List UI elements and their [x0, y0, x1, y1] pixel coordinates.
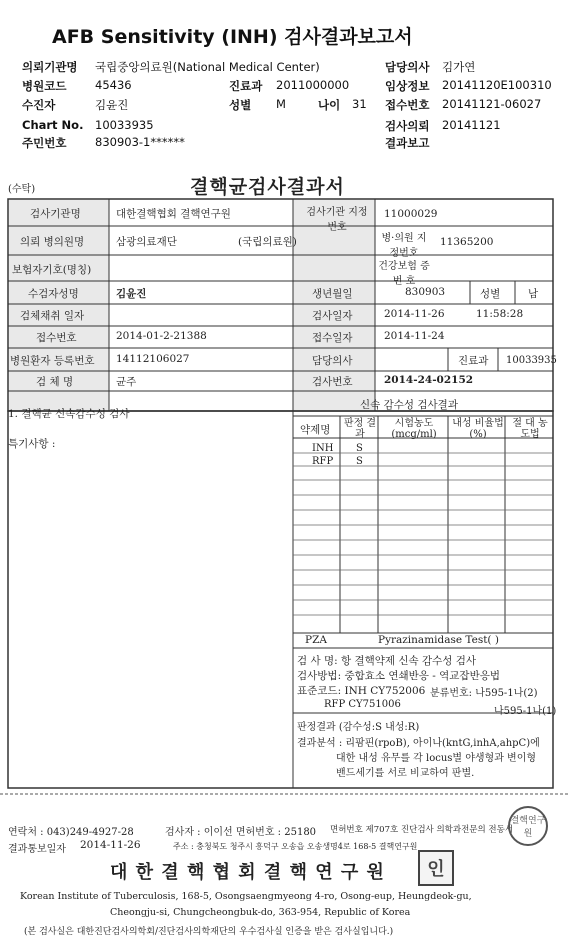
table-row-drug: RFP — [312, 456, 334, 467]
specimen-value: 균주 — [116, 376, 137, 388]
examinee-value: 김윤진 — [95, 98, 129, 112]
judge-col-header: 판정 결과 — [343, 418, 377, 440]
contact-info: 연락처 : 043)249-4927-28 — [8, 827, 134, 838]
class-code-2: 나595-1나(1) — [494, 706, 557, 717]
std-code: 표준코드: INH CY752006 — [297, 685, 426, 697]
clinical-info-value: 20141120E100310 — [442, 78, 552, 92]
hospital-code-value: 11365200 — [440, 236, 494, 248]
patient-name-value: 김윤진 — [116, 288, 147, 300]
method-name: 검 사 명: 항 결핵약제 신속 감수성 검사 — [297, 655, 477, 667]
official-stamp: 인 — [418, 850, 454, 886]
test-no-label: 검사번호 — [312, 376, 353, 388]
rrn-value: 830903-1****** — [95, 135, 185, 149]
organization-name: 대 한 결 핵 협 회 결 핵 연 구 원 — [110, 862, 385, 883]
receipt-date-value: 2014-11-24 — [384, 330, 445, 342]
sex-form-value: 남 — [528, 288, 539, 300]
hospital-reg-value: 14112106027 — [116, 353, 190, 365]
doctor-value: 김가연 — [442, 60, 476, 74]
resist-col-header: 내성 비율법(%) — [452, 418, 504, 440]
receipt-no-value: 20141121-06027 — [442, 97, 542, 111]
hospital-code-label: 병원코드 — [22, 79, 67, 93]
physician-label: 담당의사 — [312, 355, 353, 367]
inst-name-label: 검사기관명 — [30, 208, 81, 220]
test-item: 1. 결핵균 신속감수성 검사 — [8, 408, 130, 420]
patient-name-label: 수검자성명 — [28, 288, 79, 300]
rfp-code: RFP CY751006 — [324, 699, 401, 710]
english-address-1: Korean Institute of Tuberculosis, 168-5, Osongsaengmyeong 4-ro, Osong-eup, Heungdeok-gu, — [20, 891, 472, 902]
examinee-label: 수진자 — [22, 98, 56, 112]
birth-date-value: 830903 — [405, 286, 446, 298]
conc-col-header: 시험농도 (mcg/ml) — [391, 418, 437, 440]
hospital-code-value: 45436 — [95, 78, 132, 92]
institution-value: 국립중앙의료원(National Medical Center) — [95, 60, 320, 74]
form-tag: (수탁) — [8, 184, 36, 195]
sex-form-label: 성별 — [480, 288, 501, 300]
test-no-value: 2014-24-02152 — [384, 374, 474, 386]
table-row-drug: INH — [312, 443, 334, 454]
chart-no-label: Chart No. — [22, 118, 84, 132]
rapid-result-title: 신속 감수성 검사결과 — [360, 399, 458, 411]
table-row-judge: S — [356, 456, 363, 467]
dept-value: 10033935 — [506, 355, 557, 366]
examiner-info: 검사자 : 이이선 면허번호 : 25180 — [165, 827, 317, 838]
dept-label: 진료과 — [458, 355, 489, 367]
hospital-name-label: 의뢰 병의원명 — [20, 236, 85, 248]
inst-code-value: 11000029 — [384, 208, 438, 220]
absolute-col-header: 절 대 농도법 — [512, 418, 548, 440]
receipt-no-label: 접수번호 — [385, 98, 430, 112]
drug-col-header: 약제명 — [300, 424, 331, 436]
institute-seal: 결핵연구원 — [508, 806, 548, 846]
age-label: 나이 — [318, 98, 341, 112]
address-info: 주소 : 충청북도 청주시 흥덕구 오송읍 오송생명4로 168-5 결핵연구원 — [173, 842, 418, 851]
hospital-name-value: 삼광의료재단 — [116, 236, 177, 248]
analysis-line-1: 결과분석 : 리팜핀(rpoB), 아이나(kntG,inhA,ahpC)에 — [297, 738, 540, 749]
receipt-date-label: 접수일자 — [312, 332, 353, 344]
report-date-label: 결과통보일자 — [8, 844, 66, 855]
doctor-label: 담당의사 — [385, 60, 430, 74]
test-time-value: 11:58:28 — [476, 308, 524, 320]
sex-value: M — [276, 97, 286, 111]
collection-date-label: 검체채취 일자 — [20, 310, 85, 322]
certification-note: (본 검사실은 대한진단검사의학회/진단검사의학재단의 우수검사실 인증을 받은 검사실입니다.) — [24, 927, 394, 937]
class-code-1: 분류번호: 나595-1나(2) — [430, 688, 538, 699]
insurance-no-label: 건강보험 증 번 호 — [378, 261, 430, 287]
accession-value: 2014-01-2-21388 — [116, 330, 207, 342]
request-date-value: 20141121 — [442, 118, 501, 132]
insurer-label: 보험자기호(명칭) — [12, 264, 92, 276]
accession-label: 접수번호 — [36, 332, 77, 344]
request-date-label: 검사의뢰 — [385, 119, 430, 133]
specimen-label: 검 체 명 — [36, 376, 74, 388]
judgement-note: 판정결과 (감수성:S 내성:R) — [297, 722, 420, 733]
scanned-result-form — [0, 168, 568, 944]
special-note-label: 특기사항 : — [8, 438, 56, 450]
analysis-line-2: 대한 내성 유무를 각 locus별 야생형과 변이형 — [336, 753, 537, 764]
english-address-2: Cheongju-si, Chungcheongbuk-do, 363-954, Republic of Korea — [110, 907, 411, 918]
chart-no-value: 10033935 — [95, 118, 154, 132]
hospital-code-label: 병·의원 지정번호 — [381, 233, 427, 259]
inst-code-label: 검사기관 지정번호 — [306, 207, 368, 233]
rrn-label: 주민번호 — [22, 136, 67, 150]
inst-name-value: 대한결핵협회 결핵연구원 — [116, 208, 231, 220]
pza-test: Pyrazinamidase Test( ) — [378, 634, 499, 646]
hospital-reg-label: 병원환자 등록번호 — [10, 355, 95, 367]
test-date-value: 2014-11-26 — [384, 308, 445, 320]
sex-label: 성별 — [229, 98, 252, 112]
analysis-line-3: 밴드세기를 서로 비교하여 판별. — [336, 768, 475, 779]
age-value: 31 — [352, 97, 367, 111]
method-detail: 검사방법: 중합효소 연쇄반응 - 역교잡반응법 — [297, 670, 501, 682]
clinic-label: 진료과 — [229, 79, 263, 93]
result-report-label: 결과보고 — [385, 136, 430, 150]
birth-date-label: 생년월일 — [312, 288, 353, 300]
clinic-value: 2011000000 — [276, 78, 350, 92]
pza-label: PZA — [305, 634, 327, 646]
hospital-name-extra: (국립의료원) — [238, 236, 297, 248]
document-title: 결핵균검사결과서 — [190, 176, 345, 198]
report-date-value: 2014-11-26 — [80, 839, 141, 851]
institution-label: 의뢰기관명 — [22, 60, 78, 74]
table-row-judge: S — [356, 443, 363, 454]
report-title: AFB Sensitivity (INH) 검사결과보고서 — [52, 26, 413, 48]
clinical-info-label: 임상정보 — [385, 79, 430, 93]
test-date-label: 검사일자 — [312, 310, 353, 322]
license-info: 면허번호 제707호 진단검사 의학과전문의 전동서 — [330, 825, 514, 835]
